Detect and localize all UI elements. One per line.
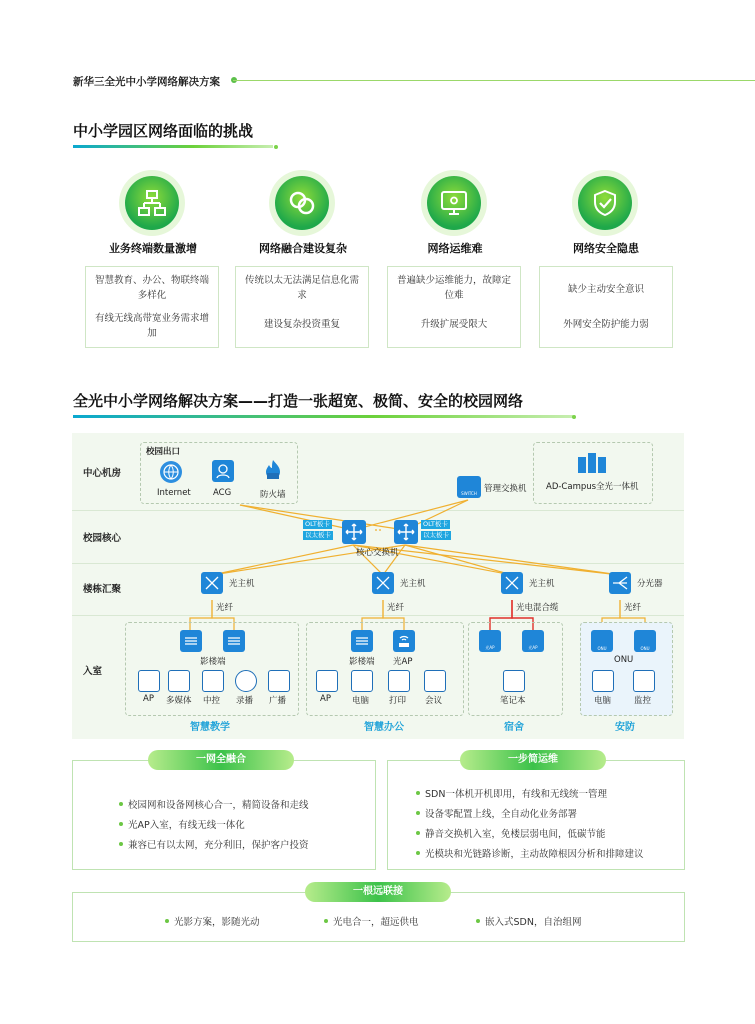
challenge-line: 普遍缺少运维能力，故障定位难 — [396, 275, 511, 301]
dc-item-label: ACG — [213, 488, 232, 498]
broadcast-icon — [268, 670, 290, 692]
device-label: 会议 — [425, 696, 443, 706]
onu-icon — [591, 630, 613, 652]
optical-host-icon — [501, 572, 523, 594]
feature-bullet: 兼容已有以太网，充分利旧，保护客户投资 — [128, 837, 309, 851]
olt-card-tag: OLT板卡 — [423, 520, 448, 528]
splitter-icon — [609, 572, 631, 594]
dc-item-label: 防火墙 — [260, 490, 286, 500]
ap-tag: 光AP — [485, 645, 495, 650]
optical-host-icon — [201, 572, 223, 594]
row-label: 校园核心 — [83, 533, 122, 544]
dc-item-label: Internet — [157, 488, 191, 498]
onu-tag: ONU — [640, 646, 650, 651]
device-label: 多媒体 — [166, 696, 192, 706]
feature-box-fusion — [72, 760, 376, 870]
optical-ap-icon — [479, 630, 501, 652]
doc-header: 新华三全光中小学网络解决方案 — [73, 76, 220, 88]
pc-icon — [351, 670, 373, 692]
challenge-line: 缺少主动安全意识 — [567, 284, 644, 295]
link-label: 光纤 — [216, 603, 234, 613]
device-label: 光AP — [393, 657, 413, 667]
agg-node-label: 光主机 — [400, 579, 426, 589]
challenge-line: 建设复杂投资重复 — [263, 319, 340, 330]
device-label: ONU — [614, 655, 634, 665]
device-label: 广播 — [269, 696, 287, 706]
link-label: 光纤 — [624, 603, 642, 613]
optical-terminal-icon — [223, 630, 245, 652]
olt-card-tag: OLT板卡 — [305, 520, 330, 528]
agg-node-label: 光主机 — [229, 579, 255, 589]
device-label: 电脑 — [594, 696, 612, 706]
optical-terminal-icon — [351, 630, 373, 652]
device-label: AP — [143, 694, 154, 704]
ap-icon — [316, 670, 338, 692]
optical-ap-icon — [522, 630, 544, 652]
challenge-title: 网络安全隐患 — [573, 242, 639, 255]
ad-campus-label: AD-Campus全光一体机 — [546, 482, 639, 492]
device-label: 影楼端 — [349, 657, 375, 667]
zone-label: 宿舍 — [504, 722, 524, 733]
mgmt-switch-label: 管理交换机 — [484, 484, 527, 494]
device-label: 监控 — [634, 696, 652, 706]
feature-pill: 一根远联接 — [305, 882, 451, 902]
device-label: AP — [320, 694, 331, 704]
server-icon — [577, 451, 607, 475]
agg-node-label: 光主机 — [529, 579, 555, 589]
feature-pill: 一网全融合 — [148, 750, 294, 770]
pc-icon — [592, 670, 614, 692]
device-label: 录播 — [236, 696, 254, 706]
eth-card-tag: 以太板卡 — [423, 531, 449, 539]
laptop-icon — [503, 670, 525, 692]
eth-card-tag: 以太板卡 — [305, 531, 331, 539]
feature-bullet: 光影方案，影随光动 — [174, 914, 260, 928]
internet-globe-icon — [160, 461, 182, 483]
campus-exit-label: 校园出口 — [146, 447, 181, 457]
optical-ap-icon — [393, 630, 415, 652]
mgmt-switch-icon — [457, 476, 481, 498]
feature-bullet: 光电合一，超远供电 — [333, 914, 419, 928]
surveillance-camera-icon — [633, 670, 655, 692]
feature-bullet: 光模块和光链路诊断，主动故障根因分析和排障建议 — [425, 846, 644, 860]
multimedia-icon — [168, 670, 190, 692]
conference-icon — [424, 670, 446, 692]
switch-badge: SWITCH — [461, 491, 477, 496]
zone-label: 安防 — [615, 722, 635, 733]
device-label: 影楼端 — [200, 657, 226, 667]
challenge-line: 智慧教育、办公、物联终端多样化 — [94, 275, 209, 301]
onu-tag: ONU — [597, 646, 607, 651]
row-label: 楼栋汇聚 — [83, 584, 122, 595]
challenge-title: 网络融合建设复杂 — [259, 242, 347, 255]
feature-bullet: SDN一体机开机即用，有线和无线统一管理 — [425, 786, 607, 800]
ap-tag: 光AP — [528, 645, 538, 650]
optical-host-icon — [372, 572, 394, 594]
challenge-title: 业务终端数量激增 — [109, 242, 197, 255]
zone-label: 智慧教学 — [190, 722, 230, 733]
challenge-title: 网络运维难 — [427, 242, 483, 255]
optical-terminal-icon — [180, 630, 202, 652]
challenge-line: 传统以太无法满足信息化需求 — [244, 275, 359, 301]
feature-bullet: 光AP入室，有线无线一体化 — [128, 817, 245, 831]
feature-bullet: 校园网和设备网核心合一，精简设备和走线 — [128, 797, 309, 811]
row-label: 中心机房 — [83, 468, 122, 479]
device-label: 打印 — [389, 696, 407, 706]
recording-camera-icon — [235, 670, 257, 692]
central-control-icon — [202, 670, 224, 692]
printer-icon — [388, 670, 410, 692]
firewall-icon — [262, 459, 284, 483]
core-switch-label: 核心交换机 — [356, 548, 399, 558]
zone-label: 智慧办公 — [364, 722, 404, 733]
device-label: 电脑 — [352, 696, 370, 706]
link-label: 光电混合缆 — [516, 603, 559, 613]
core-switch-icon — [394, 520, 418, 544]
feature-bullet: 嵌入式SDN，自治组网 — [485, 914, 581, 928]
challenge-line: 升级扩展受限大 — [420, 319, 488, 330]
device-label: 中控 — [203, 696, 221, 706]
row-label: 入室 — [83, 666, 103, 677]
device-label: 笔记本 — [500, 696, 526, 706]
core-switch-icon — [342, 520, 366, 544]
feature-pill: 一步简运维 — [460, 750, 606, 770]
feature-bullet: 设备零配置上线，全自动化业务部署 — [425, 806, 577, 820]
ap-icon — [138, 670, 160, 692]
onu-icon — [634, 630, 656, 652]
section2-title: 全光中小学网络解决方案——打造一张超宽、极简、安全的校园网络 — [73, 392, 524, 410]
feature-bullet: 静音交换机入室，免楼层弱电间，低碳节能 — [425, 826, 606, 840]
challenge-line: 有线无线高带宽业务需求增加 — [94, 313, 209, 339]
section1-title: 中小学园区网络面临的挑战 — [73, 122, 254, 140]
agg-node-label: 分光器 — [637, 579, 663, 589]
acg-icon — [212, 460, 234, 482]
challenge-line: 外网安全防护能力弱 — [563, 319, 649, 330]
link-label: 光纤 — [387, 603, 405, 613]
